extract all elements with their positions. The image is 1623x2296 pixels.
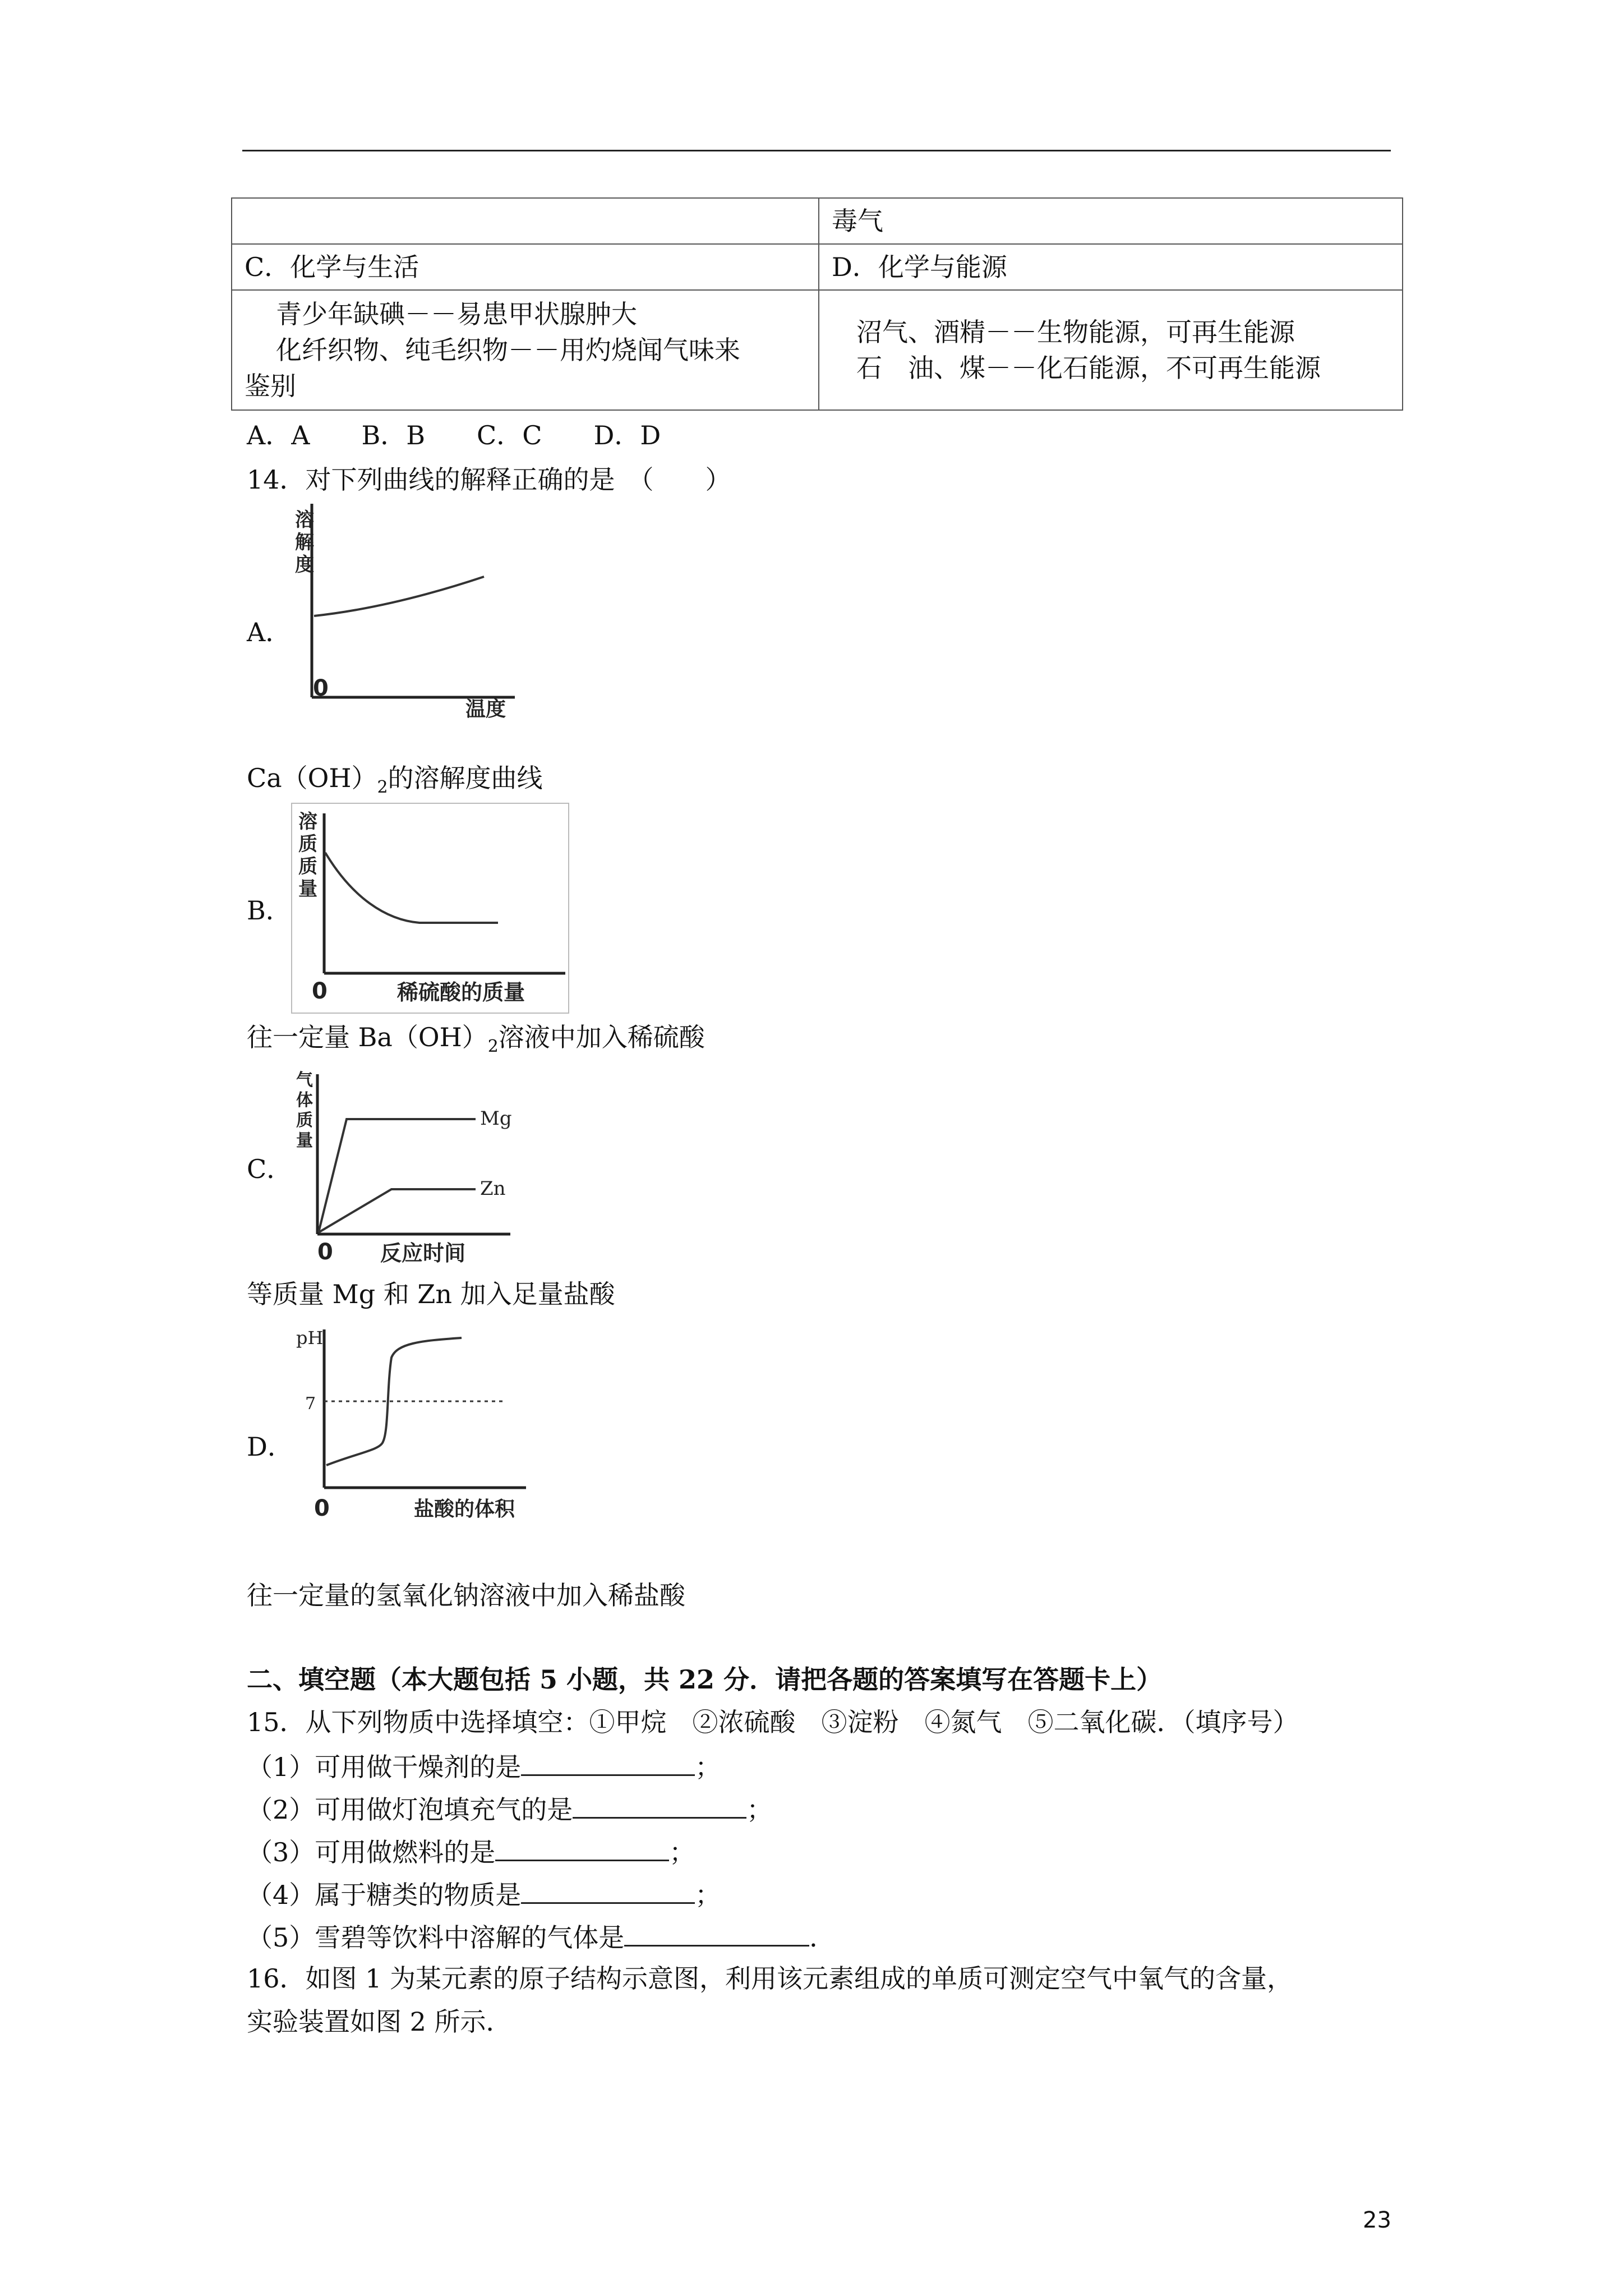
table-row (232, 244, 1403, 290)
q14-option-d-label: D． (247, 1432, 293, 1462)
chart-c-ylabel-3: 质 (296, 1111, 313, 1130)
chart-b-solute-mass (291, 802, 571, 1015)
caption-a-text-2: 的溶解度曲线 (388, 763, 543, 793)
q14-option-a-label: A． (247, 617, 292, 647)
chart-b-curve (325, 853, 498, 923)
chart-a-xlabel: 温度 (465, 698, 506, 721)
header-rule (242, 150, 1391, 151)
c-line-2: 化纤织物、纯毛织物－－用灼烧闻气味来 (276, 335, 740, 365)
q15-item-1-text: （1）可用做干燥剂的是 (247, 1752, 522, 1782)
caption-b-sub: 2 (487, 1037, 499, 1056)
q13-options: A．A B．B C．C D．D (247, 420, 661, 450)
table-cell-d-title: D．化学与能源 (819, 244, 1403, 290)
chart-a-ylabel-1: 溶 (295, 509, 314, 531)
q16-line-1: 16．如图 1 为某元素的原子结构示意图，利用该元素组成的单质可测定空气中氧气的含量， (247, 1963, 1293, 1994)
chart-d-ylabel: pH (296, 1327, 324, 1349)
chart-a-origin: 0 (313, 675, 329, 701)
q15-item-5-end: ． (809, 1922, 836, 1953)
section-2-heading: 二、填空题（本大题包括 5 小题，共 22 分．请把各题的答案填写在答题卡上） (247, 1664, 1163, 1695)
q14-caption-b (247, 1021, 705, 1063)
d-line-2: 石 油、煤－－化石能源，不可再生能源 (856, 353, 1321, 383)
q15-item-2-text: （2）可用做灯泡填充气的是 (247, 1795, 573, 1825)
chart-b-origin: 0 (312, 978, 328, 1004)
q15-item-2 (247, 1791, 772, 1826)
chart-c-ylabel-2: 体 (296, 1091, 313, 1110)
chart-c-mg-line (319, 1119, 476, 1232)
q14-option-b-label: B． (247, 895, 292, 926)
chart-d-ref-label: 7 (305, 1394, 316, 1414)
answer-blank-4[interactable] (521, 1876, 695, 1904)
caption-b-text: 往一定量 Ba（OH） (247, 1022, 488, 1052)
chart-b-xlabel: 稀硫酸的质量 (397, 980, 525, 1005)
table-cell-c-body (232, 290, 819, 410)
page-number: 23 (1363, 2207, 1391, 2233)
chart-c-ylabel-1: 气 (296, 1070, 313, 1090)
q15-stem: 15．从下列物质中选择填空：①甲烷 ②浓硫酸 ③淀粉 ④氮气 ⑤二氧化碳．（填序号） (247, 1707, 1299, 1737)
q14-caption-c: 等质量 Mg 和 Zn 加入足量盐酸 (247, 1279, 615, 1309)
chart-c-mg-label: Mg (480, 1107, 512, 1130)
caption-a-text: Ca（OH） (247, 763, 377, 793)
q15-item-3 (247, 1834, 695, 1869)
chart-c-origin: 0 (317, 1239, 333, 1265)
caption-b-text-2: 溶液中加入稀硫酸 (498, 1022, 705, 1052)
d-line-1: 沼气、酒精－－生物能源，可再生能源 (856, 317, 1295, 347)
c-line-1: 青少年缺碘－－易患甲状腺肿大 (276, 299, 637, 329)
q15-item-5-text: （5）雪碧等饮料中溶解的气体是 (247, 1922, 625, 1953)
answer-blank-1[interactable] (521, 1749, 695, 1776)
chart-b-ylabel-3: 质 (298, 855, 317, 878)
chart-c-ylabel-4: 量 (296, 1131, 313, 1151)
table-cell-empty (232, 198, 819, 244)
q15-item-4 (247, 1876, 721, 1911)
chart-a-ylabel-2: 解 (295, 531, 314, 554)
q15-item-1 (247, 1749, 721, 1783)
q15-item-5 (247, 1919, 835, 1954)
q16-line-2: 实验装置如图 2 所示． (247, 2007, 512, 2037)
chart-d-origin: 0 (314, 1496, 330, 1521)
table-row (232, 290, 1403, 410)
answer-blank-3[interactable] (495, 1834, 669, 1861)
caption-a-sub: 2 (377, 777, 388, 797)
table-cell-c-title: C．化学与生活 (232, 244, 819, 290)
chart-a-curve (314, 577, 484, 616)
q14-caption-a (247, 762, 543, 804)
chart-b-ylabel-1: 溶 (298, 811, 317, 833)
chart-b-ylabel-4: 量 (298, 878, 317, 900)
answer-blank-2[interactable] (573, 1791, 746, 1819)
chart-b-ylabel-2: 质 (298, 833, 317, 855)
chart-c-gas-mass (291, 1063, 515, 1273)
q14-stem: 14．对下列曲线的解释正确的是 （ ） (247, 464, 731, 495)
c-line-3: 鉴别 (245, 371, 296, 401)
q14-option-c-label: C． (247, 1154, 293, 1184)
chart-c-zn-line (319, 1189, 476, 1232)
chart-a-ylabel-3: 度 (295, 554, 314, 576)
chart-c-zn-label: Zn (480, 1177, 506, 1200)
q14-caption-d: 往一定量的氢氧化钠溶液中加入稀盐酸 (247, 1580, 685, 1611)
q15-item-3-text: （3）可用做燃料的是 (247, 1837, 496, 1867)
q15-item-1-end: ； (695, 1752, 721, 1782)
q15-item-4-text: （4）属于糖类的物质是 (247, 1880, 522, 1910)
chart-d-xlabel: 盐酸的体积 (414, 1498, 515, 1521)
answer-table (231, 197, 1403, 411)
table-cell-d-body (819, 290, 1403, 410)
chart-a-solubility (291, 498, 520, 721)
q15-item-3-end: ； (669, 1837, 695, 1867)
chart-d-ph (291, 1318, 532, 1531)
q15-item-2-end: ； (746, 1795, 773, 1825)
chart-c-xlabel: 反应时间 (380, 1241, 466, 1266)
q15-item-4-end: ； (695, 1880, 721, 1910)
table-row (232, 198, 1403, 244)
answer-blank-5[interactable] (624, 1919, 809, 1947)
table-cell-poison: 毒气 (819, 198, 1403, 244)
